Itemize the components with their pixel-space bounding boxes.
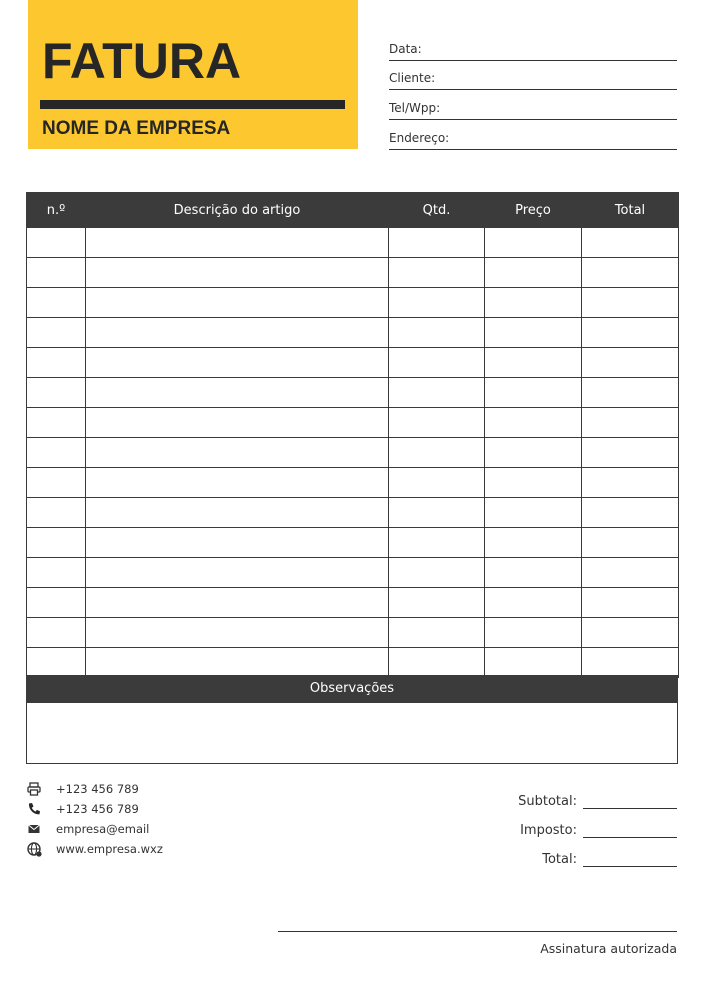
cell-price[interactable] (485, 258, 582, 288)
contact-info (26, 779, 163, 859)
cell-number[interactable] (27, 408, 86, 438)
cell-description[interactable] (86, 618, 389, 648)
cell-quantity[interactable] (389, 468, 485, 498)
cell-total[interactable] (582, 438, 679, 468)
contact-phone-row (26, 799, 163, 819)
cell-total[interactable] (582, 348, 679, 378)
cell-number[interactable] (27, 528, 86, 558)
cell-quantity[interactable] (389, 618, 485, 648)
table-row (27, 498, 679, 528)
envelope-icon (26, 821, 42, 837)
cell-quantity[interactable] (389, 378, 485, 408)
cell-number[interactable] (27, 318, 86, 348)
cell-quantity[interactable] (389, 558, 485, 588)
cell-quantity[interactable] (389, 588, 485, 618)
cell-description[interactable] (86, 528, 389, 558)
contact-fax: +123 456 789 (56, 782, 139, 796)
cell-total[interactable] (582, 528, 679, 558)
table-row (27, 228, 679, 258)
phone-label: Tel/Wpp: (389, 101, 441, 115)
client-label: Cliente: (389, 71, 436, 85)
total-label: Total: (542, 852, 577, 867)
cell-description[interactable] (86, 498, 389, 528)
table-row (27, 528, 679, 558)
cell-description[interactable] (86, 288, 389, 318)
company-name: NOME DA EMPRESA (42, 118, 231, 139)
cell-total[interactable] (582, 228, 679, 258)
column-header-number: n.º (27, 193, 86, 228)
cell-total[interactable] (582, 498, 679, 528)
contact-email: empresa@email (56, 822, 150, 836)
cell-number[interactable] (27, 558, 86, 588)
cell-description[interactable] (86, 258, 389, 288)
cell-description[interactable] (86, 318, 389, 348)
cell-total[interactable] (582, 378, 679, 408)
cell-total[interactable] (582, 318, 679, 348)
cell-quantity[interactable] (389, 408, 485, 438)
subtotal-row (518, 780, 677, 809)
table-row (27, 618, 679, 648)
items-table (26, 192, 679, 678)
cell-total[interactable] (582, 588, 679, 618)
table-row (27, 408, 679, 438)
contact-website-row (26, 839, 163, 859)
cell-description[interactable] (86, 348, 389, 378)
table-row (27, 468, 679, 498)
address-label: Endereço: (389, 131, 450, 145)
cell-price[interactable] (485, 528, 582, 558)
cell-description[interactable] (86, 588, 389, 618)
cell-price[interactable] (485, 228, 582, 258)
column-header-price: Preço (485, 193, 582, 228)
tax-label: Imposto: (520, 823, 577, 838)
cell-description[interactable] (86, 468, 389, 498)
cell-total[interactable] (582, 618, 679, 648)
cell-price[interactable] (485, 348, 582, 378)
total-line[interactable] (583, 851, 677, 867)
date-label: Data: (389, 42, 422, 56)
printer-icon (26, 781, 42, 797)
subtotal-line[interactable] (583, 793, 677, 809)
cell-price[interactable] (485, 588, 582, 618)
contact-phone: +123 456 789 (56, 802, 139, 816)
signature-label: Assinatura autorizada (540, 941, 677, 956)
column-header-description: Descrição do artigo (86, 193, 389, 228)
cell-quantity[interactable] (389, 258, 485, 288)
cell-price[interactable] (485, 558, 582, 588)
cell-quantity[interactable] (389, 528, 485, 558)
table-body (27, 228, 679, 678)
cell-quantity[interactable] (389, 648, 485, 678)
phone-icon (26, 801, 42, 817)
cell-total[interactable] (582, 288, 679, 318)
cell-quantity[interactable] (389, 288, 485, 318)
cell-quantity[interactable] (389, 438, 485, 468)
table-row (27, 348, 679, 378)
cell-price[interactable] (485, 648, 582, 678)
cell-total[interactable] (582, 468, 679, 498)
signature-line[interactable] (278, 931, 677, 932)
observations-box[interactable] (26, 703, 678, 764)
address-field[interactable] (389, 129, 677, 150)
cell-quantity[interactable] (389, 228, 485, 258)
cell-quantity[interactable] (389, 498, 485, 528)
date-field[interactable] (389, 40, 677, 61)
cell-price[interactable] (485, 408, 582, 438)
cell-description[interactable] (86, 228, 389, 258)
cell-price[interactable] (485, 318, 582, 348)
table-row (27, 258, 679, 288)
observations-header: Observações (26, 675, 678, 703)
tax-line[interactable] (583, 822, 677, 838)
contact-email-row (26, 819, 163, 839)
cell-description[interactable] (86, 648, 389, 678)
table-row (27, 588, 679, 618)
cell-description[interactable] (86, 408, 389, 438)
phone-field[interactable] (389, 99, 677, 120)
cell-description[interactable] (86, 378, 389, 408)
cell-quantity[interactable] (389, 348, 485, 378)
title-underline (40, 100, 345, 109)
cell-price[interactable] (485, 618, 582, 648)
cell-total[interactable] (582, 558, 679, 588)
cell-total[interactable] (582, 648, 679, 678)
cell-number[interactable] (27, 468, 86, 498)
cell-number[interactable] (27, 618, 86, 648)
cell-number[interactable] (27, 348, 86, 378)
column-header-quantity: Qtd. (389, 193, 485, 228)
cell-price[interactable] (485, 378, 582, 408)
invoice-title: FATURA (42, 33, 242, 89)
cell-price[interactable] (485, 498, 582, 528)
cell-number[interactable] (27, 228, 86, 258)
cell-number[interactable] (27, 588, 86, 618)
cell-number[interactable] (27, 378, 86, 408)
column-header-total: Total (582, 193, 679, 228)
cell-description[interactable] (86, 558, 389, 588)
cell-number[interactable] (27, 648, 86, 678)
header-block (28, 0, 358, 149)
cell-quantity[interactable] (389, 318, 485, 348)
tax-row (518, 809, 677, 838)
contact-website: www.empresa.wxz (56, 842, 163, 856)
cell-number[interactable] (27, 288, 86, 318)
cell-total[interactable] (582, 408, 679, 438)
table-header-row (27, 193, 679, 228)
cell-description[interactable] (86, 438, 389, 468)
cell-number[interactable] (27, 258, 86, 288)
cell-price[interactable] (485, 438, 582, 468)
table-row (27, 288, 679, 318)
table-row (27, 378, 679, 408)
client-field[interactable] (389, 69, 677, 90)
total-row (518, 838, 677, 867)
contact-fax-row (26, 779, 163, 799)
cell-price[interactable] (485, 468, 582, 498)
cell-number[interactable] (27, 438, 86, 468)
subtotal-label: Subtotal: (518, 794, 577, 809)
table-row (27, 648, 679, 678)
cell-price[interactable] (485, 288, 582, 318)
table-row (27, 558, 679, 588)
cell-number[interactable] (27, 498, 86, 528)
table-row (27, 318, 679, 348)
cell-total[interactable] (582, 258, 679, 288)
globe-icon (26, 841, 42, 857)
table-row (27, 438, 679, 468)
totals-block (518, 780, 677, 867)
